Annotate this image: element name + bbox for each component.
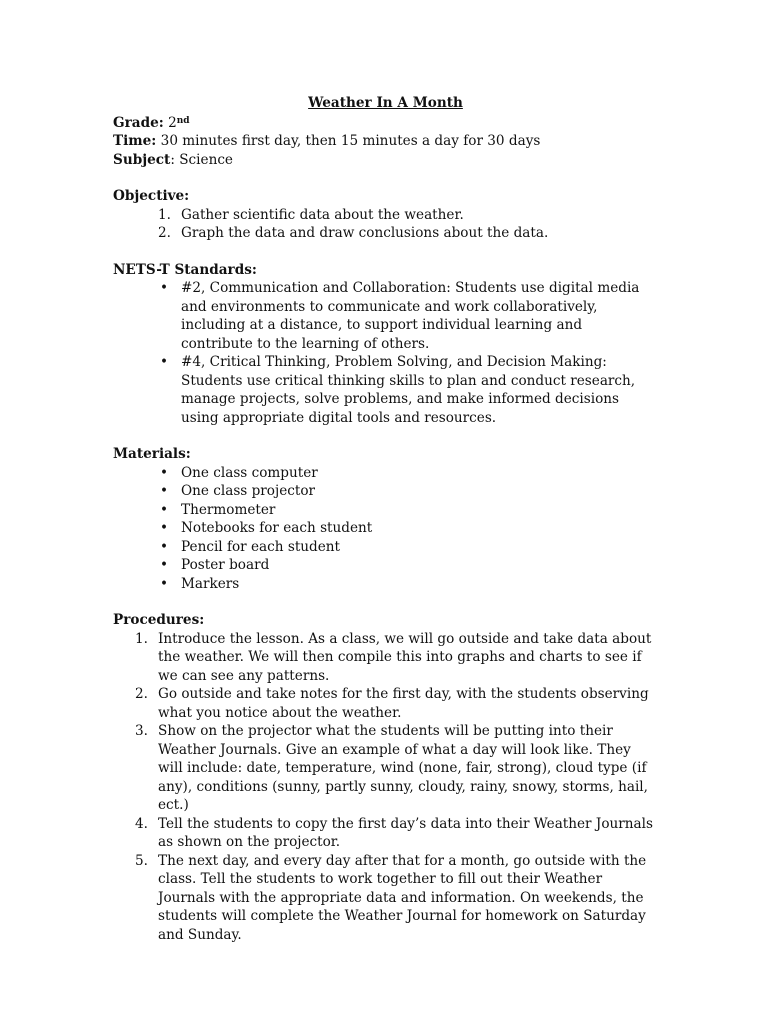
materials-list <box>113 464 658 594</box>
procedures-list <box>113 630 658 945</box>
list-item <box>113 224 658 243</box>
list-item <box>113 722 658 815</box>
list-item <box>113 575 658 594</box>
list-item <box>113 501 658 520</box>
document-body <box>113 94 658 944</box>
list-number: 1. <box>158 206 171 223</box>
list-item <box>113 519 658 538</box>
list-item <box>113 685 658 722</box>
list-number: 4. <box>135 815 148 832</box>
list-item-text: Pencil for each student <box>181 538 340 555</box>
standards-list <box>113 279 658 427</box>
list-item-text: #2, Communication and Collaboration: Students use digital media and environments to communicate and work collaboratively, including at a distance, to support individual learning and contribute to the learning of others. <box>181 280 640 352</box>
bullet-marker: • <box>160 280 169 296</box>
list-item-text: Show on the projector what the students will be putting into their Weather Journals. Give an example of what a day will look like. They will include: date, temperature, wind (none, fair, strong), cloud type (if any), conditions (sunny, partly sunny, cloudy, rainy, snowy, storms, hail, ect.) <box>158 723 648 813</box>
subject-value: : Science <box>170 151 233 168</box>
list-item <box>113 630 658 686</box>
list-number: 1. <box>135 630 148 647</box>
grade-line <box>113 114 658 133</box>
list-number: 2. <box>135 686 148 702</box>
bullet-marker: • <box>160 464 169 481</box>
list-item <box>113 852 658 945</box>
objective-heading: Objective: <box>113 188 190 204</box>
bullet-marker: • <box>160 501 169 518</box>
list-item-text: #4, Critical Thinking, Problem Solving, and Decision Making: Students use critical thinking skills to plan and conduct research, manage projects, solve problems, and make informed decisions using appropriate digital tools and resources. <box>181 354 636 426</box>
materials-heading: Materials: <box>113 446 191 462</box>
list-item-text: Gather scientific data about the weather. <box>181 206 464 223</box>
bullet-marker: • <box>160 538 169 555</box>
bullet-marker: • <box>160 557 169 573</box>
list-item <box>113 353 658 427</box>
list-item <box>113 815 658 852</box>
list-item-text: Notebooks for each student <box>181 520 373 536</box>
grade-value: 2 <box>168 114 177 131</box>
time-line <box>113 132 658 151</box>
bullet-marker: • <box>160 520 169 536</box>
list-item-text: Graph the data and draw conclusions about the data. <box>181 225 549 241</box>
standards-heading: NETS-T Standards: <box>113 261 257 278</box>
list-item <box>113 206 658 225</box>
list-number: 3. <box>135 723 148 739</box>
list-item-text: Tell the students to copy the first day’s data into their Weather Journals as shown on the projector. <box>158 815 653 850</box>
list-number: 5. <box>135 852 148 869</box>
list-item <box>113 464 658 483</box>
list-item-text: One class computer <box>181 464 318 481</box>
list-item <box>113 279 658 353</box>
bullet-marker: • <box>160 483 169 499</box>
list-item-text: Go outside and take notes for the first day, with the students observing what you notice about the weather. <box>158 686 649 721</box>
procedures-heading: Procedures: <box>113 612 205 628</box>
list-item-text: The next day, and every day after that for a month, go outside with the class. Tell the students to work together to fill out their Weather Journals with the appropriate data and information. On weekends, the students will complete the Weather Journal for homework on Saturday and Sunday. <box>158 852 647 943</box>
list-item-text: One class projector <box>181 483 316 499</box>
list-item <box>113 482 658 501</box>
list-item-text: Markers <box>181 575 240 592</box>
list-item <box>113 556 658 575</box>
grade-suffix: nd <box>176 115 190 126</box>
time-label: Time: <box>113 133 157 149</box>
objective-list <box>113 206 658 243</box>
bullet-marker: • <box>160 575 169 592</box>
subject-line <box>113 151 658 170</box>
list-item <box>113 538 658 557</box>
list-item-text: Poster board <box>181 557 270 573</box>
document-title: Weather In A Month <box>308 95 463 111</box>
list-item-text: Introduce the lesson. As a class, we will go outside and take data about the weather. We will then compile this into graphs and charts to see if we can see any patterns. <box>158 630 652 684</box>
subject-label: Subject <box>113 151 171 168</box>
grade-label: Grade: <box>113 114 164 131</box>
list-item-text: Thermometer <box>181 501 276 518</box>
bullet-marker: • <box>160 354 169 370</box>
list-number: 2. <box>158 225 171 241</box>
time-value: 30 minutes first day, then 15 minutes a day for 30 days <box>160 133 541 149</box>
